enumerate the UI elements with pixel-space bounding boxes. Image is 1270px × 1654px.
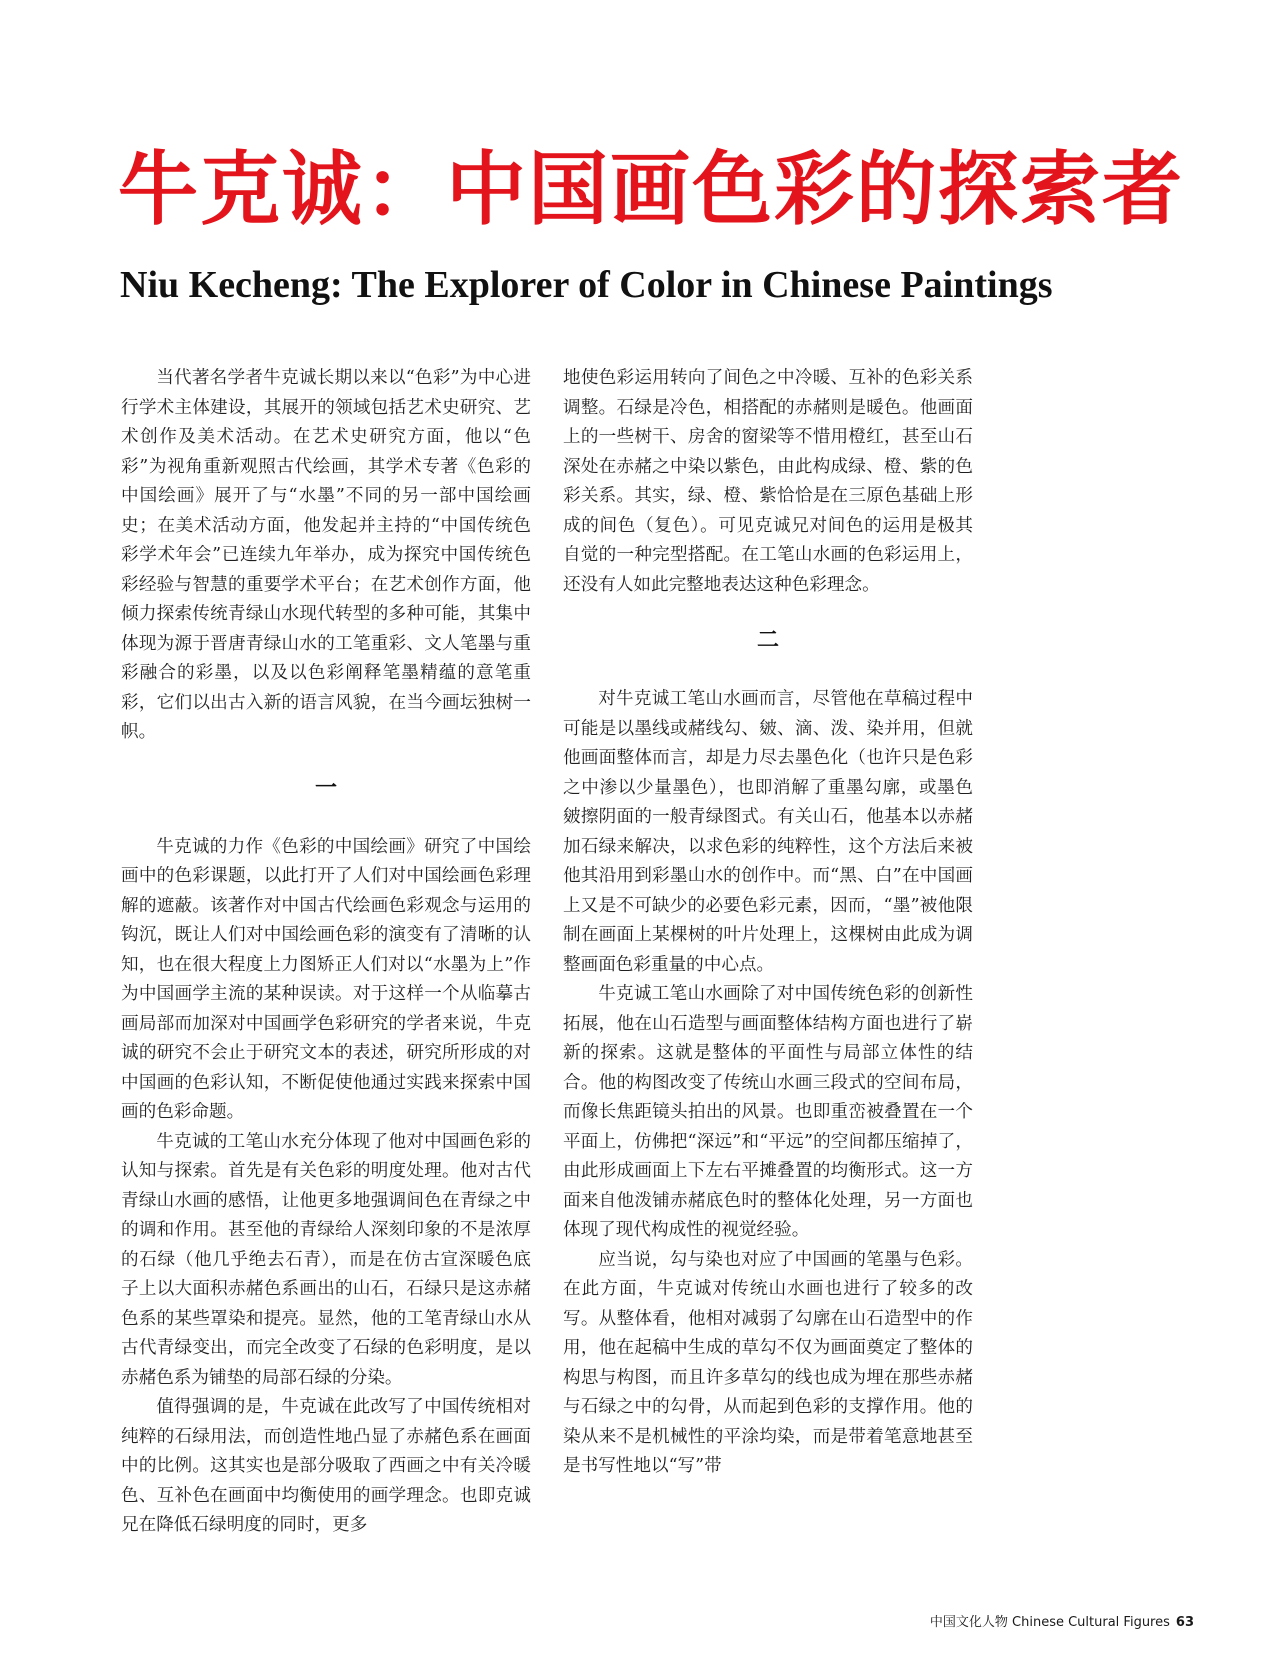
paragraph: 应当说，勾与染也对应了中国画的笔墨与色彩。在此方面，牛克诚对传统山水画也进行了较多的改写。从整体看，他相对减弱了勾廓在山石造型中的作用，他在起稿中生成的草勾不仅为画面奠定了整体的构思与构图，而且许多草勾的线也成为埋在那些赤赭与石绿之中的勾骨，从而起到色彩的支撑作用。他的染从来不是机械性的平涂均染，而是带着笔意地甚至是书写性地以“写”带 (563, 1249, 973, 1476)
section-number-1: 一 (314, 774, 337, 801)
section-number-2: 二 (756, 627, 779, 653)
paragraph: 牛克诚的工笔山水充分体现了他对中国画色彩的认知与探索。首先是有关色彩的明度处理。他对古代青绿山水画的感悟，让他更多地强调间色在青绿之中的调和作用。甚至他的青绿给人深刻印象的不是浓厚的石绿（他几乎绝去石青），而是在仿古宣深暖色底子上以大面积赤赭色系画出的山石，石绿只是这赤赭色系的某些罩染和提亮。显然，他的工笔青绿山水从古代青绿变出，而完全改变了石绿的色彩明度，是以赤赭色系为铺垫的局部石绿的分染。 (121, 1131, 531, 1388)
paragraph-continuation: 地使色彩运用转向了间色之中冷暖、互补的色彩关系调整。石绿是冷色，相搭配的赤赭则是暖色。他画面上的一些树干、房舍的窗梁等不惜用橙红，甚至山石深处在赤赭之中染以紫色，由此构成绿、橙、紫的色彩关系。其实，绿、橙、紫恰恰是在三原色基础上形成的间色（复色）。可见克诚兄对间色的运用是极其自觉的一种完型搭配。在工笔山水画的色彩运用上，还没有人如此完整地表达这种色彩理念。 (563, 368, 973, 595)
english-title: Niu Kecheng: The Explorer of Color in Chinese Paintings (120, 264, 1053, 306)
paragraph: 牛克诚工笔山水画除了对中国传统色彩的创新性拓展，他在山石造型与画面整体结构方面也进行了崭新的探索。这就是整体的平面性与局部立体性的结合。他的构图改变了传统山水画三段式的空间布局，而像长焦距镜头拍出的风景。也即重峦被叠置在一个平面上，仿佛把“深远”和“平远”的空间都压缩掉了，由此形成画面上下左右平摊叠置的均衡形式。这一方面来自他泼铺赤赭底色时的整体化处理，另一方面也体现了现代构成性的视觉经验。 (563, 984, 973, 1240)
paragraph: 当代著名学者牛克诚长期以来以“色彩”为中心进行学术主体建设，其展开的领域包括艺术史研究、艺术创作及美术活动。在艺术史研究方面，他以“色彩”为视角重新观照古代绘画，其学术专著《色彩的中国绘画》展开了与“水墨”不同的另一部中国绘画史；在美术活动方面，他发起并主持的“中国传统色彩学术年会”已连续九年举办，成为探究中国传统色彩经验与智慧的重要学术平台；在艺术创作方面，他倾力探索传统青绿山水现代转型的多种可能，其集中体现为源于晋唐青绿山水的工笔重彩、文人笔墨与重彩融合的彩墨，以及以色彩阐释笔墨精蕴的意笔重彩，它们以出古入新的语言风貌，在当今画坛独树一帜。 (121, 368, 531, 742)
paragraph: 牛克诚的力作《色彩的中国绘画》研究了中国绘画中的色彩课题，以此打开了人们对中国绘画色彩理解的遮蔽。该著作对中国古代绘画色彩观念与运用的钩沉，既让人们对中国绘画色彩的演变有了清晰的认知，也在很大程度上力图矫正人们对以“水墨为上”作为中国画学主流的某种误读。对于这样一个从临摹古画局部而加深对中国画学色彩研究的学者来说，牛克诚的研究不会止于研究文本的表述，研究所形成的对中国画的色彩认知，不断促使他通过实践来探索中国画的色彩命题。 (121, 836, 531, 1122)
paragraph: 值得强调的是，牛克诚在此改写了中国传统相对纯粹的石绿用法，而创造性地凸显了赤赭色系在画面中的比例。这其实也是部分吸取了西画之中有关冷暖色、互补色在画面中均衡使用的画学理念。也即克诚兄在降低石绿明度的同时，更多 (121, 1397, 531, 1535)
right-column (563, 364, 973, 1482)
paragraph: 对牛克诚工笔山水画而言，尽管他在草稿过程中可能是以墨线或赭线勾、皴、滴、泼、染并用，但就他画面整体而言，却是力尽去墨色化（也许只是色彩之中渗以少量墨色），也即消解了重墨勾廓，或墨色皴擦阴面的一般青绿图式。有关山石，他基本以赤赭加石绿来解决，以求色彩的纯粹性，这个方法后来被他其沿用到彩墨山水的创作中。而“黑、白”在中国画上又是不可缺少的必要色彩元素，因而，“墨”被他限制在画面上某棵树的叶片处理上，这棵树由此成为调整画面色彩重量的中心点。 (563, 689, 973, 975)
page-number: 63 (1175, 1615, 1194, 1630)
magazine-name: 中国文化人物 Chinese Cultural Figures (929, 1615, 1170, 1630)
left-column (121, 364, 531, 1541)
chinese-title: 牛克诚：中国画色彩的探索者 (118, 143, 1184, 236)
page-footer (930, 1614, 1194, 1632)
